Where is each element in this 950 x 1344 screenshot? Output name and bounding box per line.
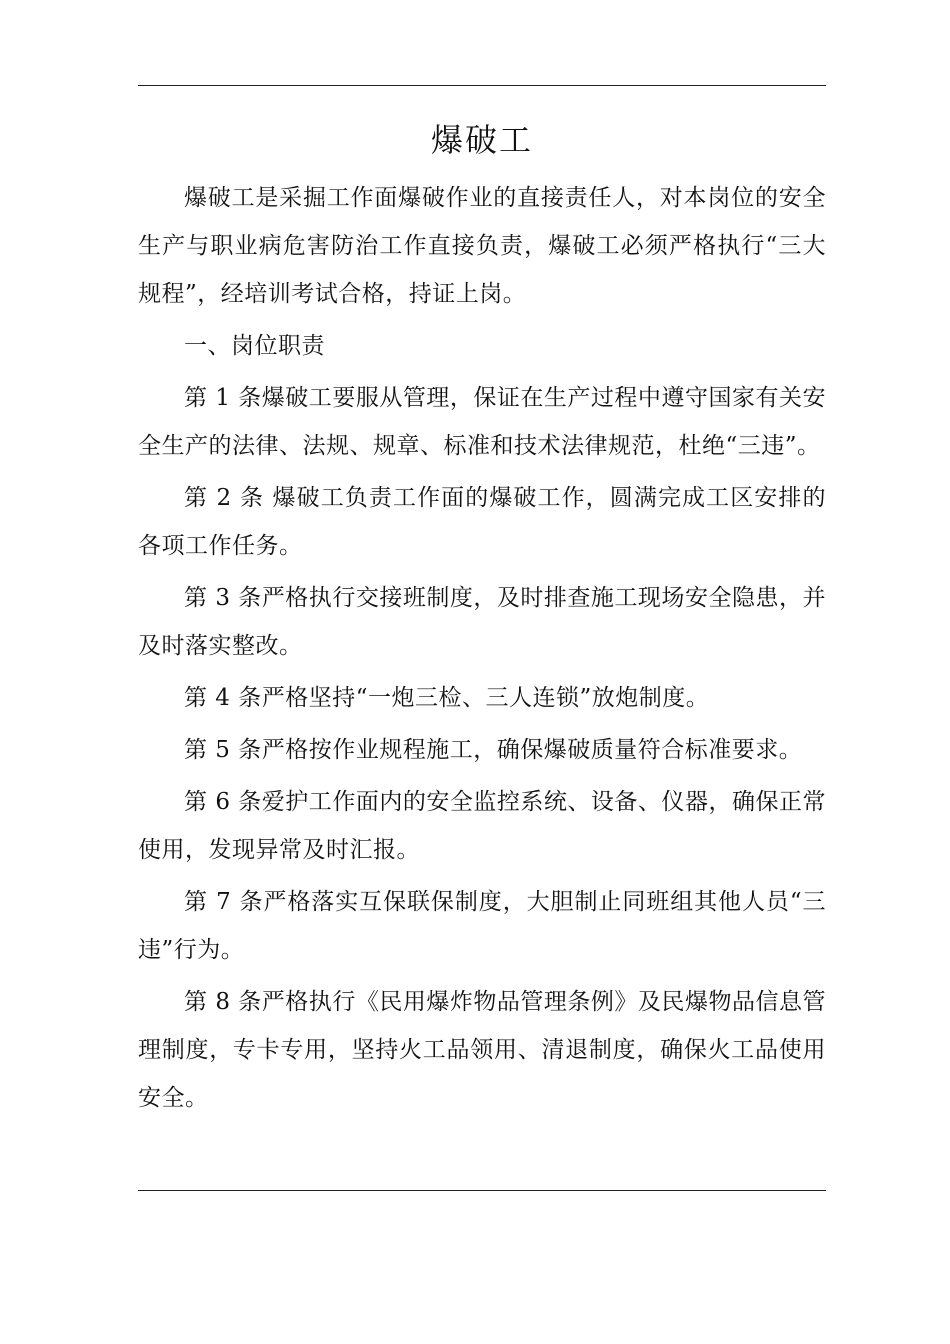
article-8: 第 8 条严格执行《民用爆炸物品管理条例》及民爆物品信息管理制度，专卡专用，坚持火工品领用、清退制度，确保火工品使用安全。 (138, 989, 826, 1111)
section-heading: 一、岗位职责 (184, 333, 325, 359)
article-6: 第 6 条爱护工作面内的安全监控系统、设备、仪器，确保正常使用，发现异常及时汇报。 (138, 789, 826, 863)
article-1: 第 1 条爆破工要服从管理，保证在生产过程中遵守国家有关安全生产的法律、法规、规章、标准和技术法律规范，杜绝“三违”。 (138, 385, 826, 459)
article-5: 第 5 条严格按作业规程施工，确保爆破质量符合标准要求。 (184, 737, 803, 763)
article-2: 第 2 条 爆破工负责工作面的爆破工作，圆满完成工区安排的各项工作任务。 (138, 485, 826, 559)
footer-rule (138, 1190, 826, 1191)
article-3: 第 3 条严格执行交接班制度，及时排查施工现场安全隐患，并及时落实整改。 (138, 585, 826, 659)
document-body (138, 112, 826, 1126)
document-title: 爆破工 (430, 121, 533, 159)
article-7: 第 7 条严格落实互保联保制度，大胆制止同班组其他人员“三违”行为。 (138, 889, 826, 963)
intro-paragraph: 爆破工是采掘工作面爆破作业的直接责任人，对本岗位的安全生产与职业病危害防治工作直接负责，爆破工必须严格执行“三大规程”，经培训考试合格，持证上岗。 (138, 185, 826, 307)
article-4: 第 4 条严格坚持“一炮三检、三人连锁”放炮制度。 (184, 685, 710, 711)
header-rule (138, 85, 826, 86)
